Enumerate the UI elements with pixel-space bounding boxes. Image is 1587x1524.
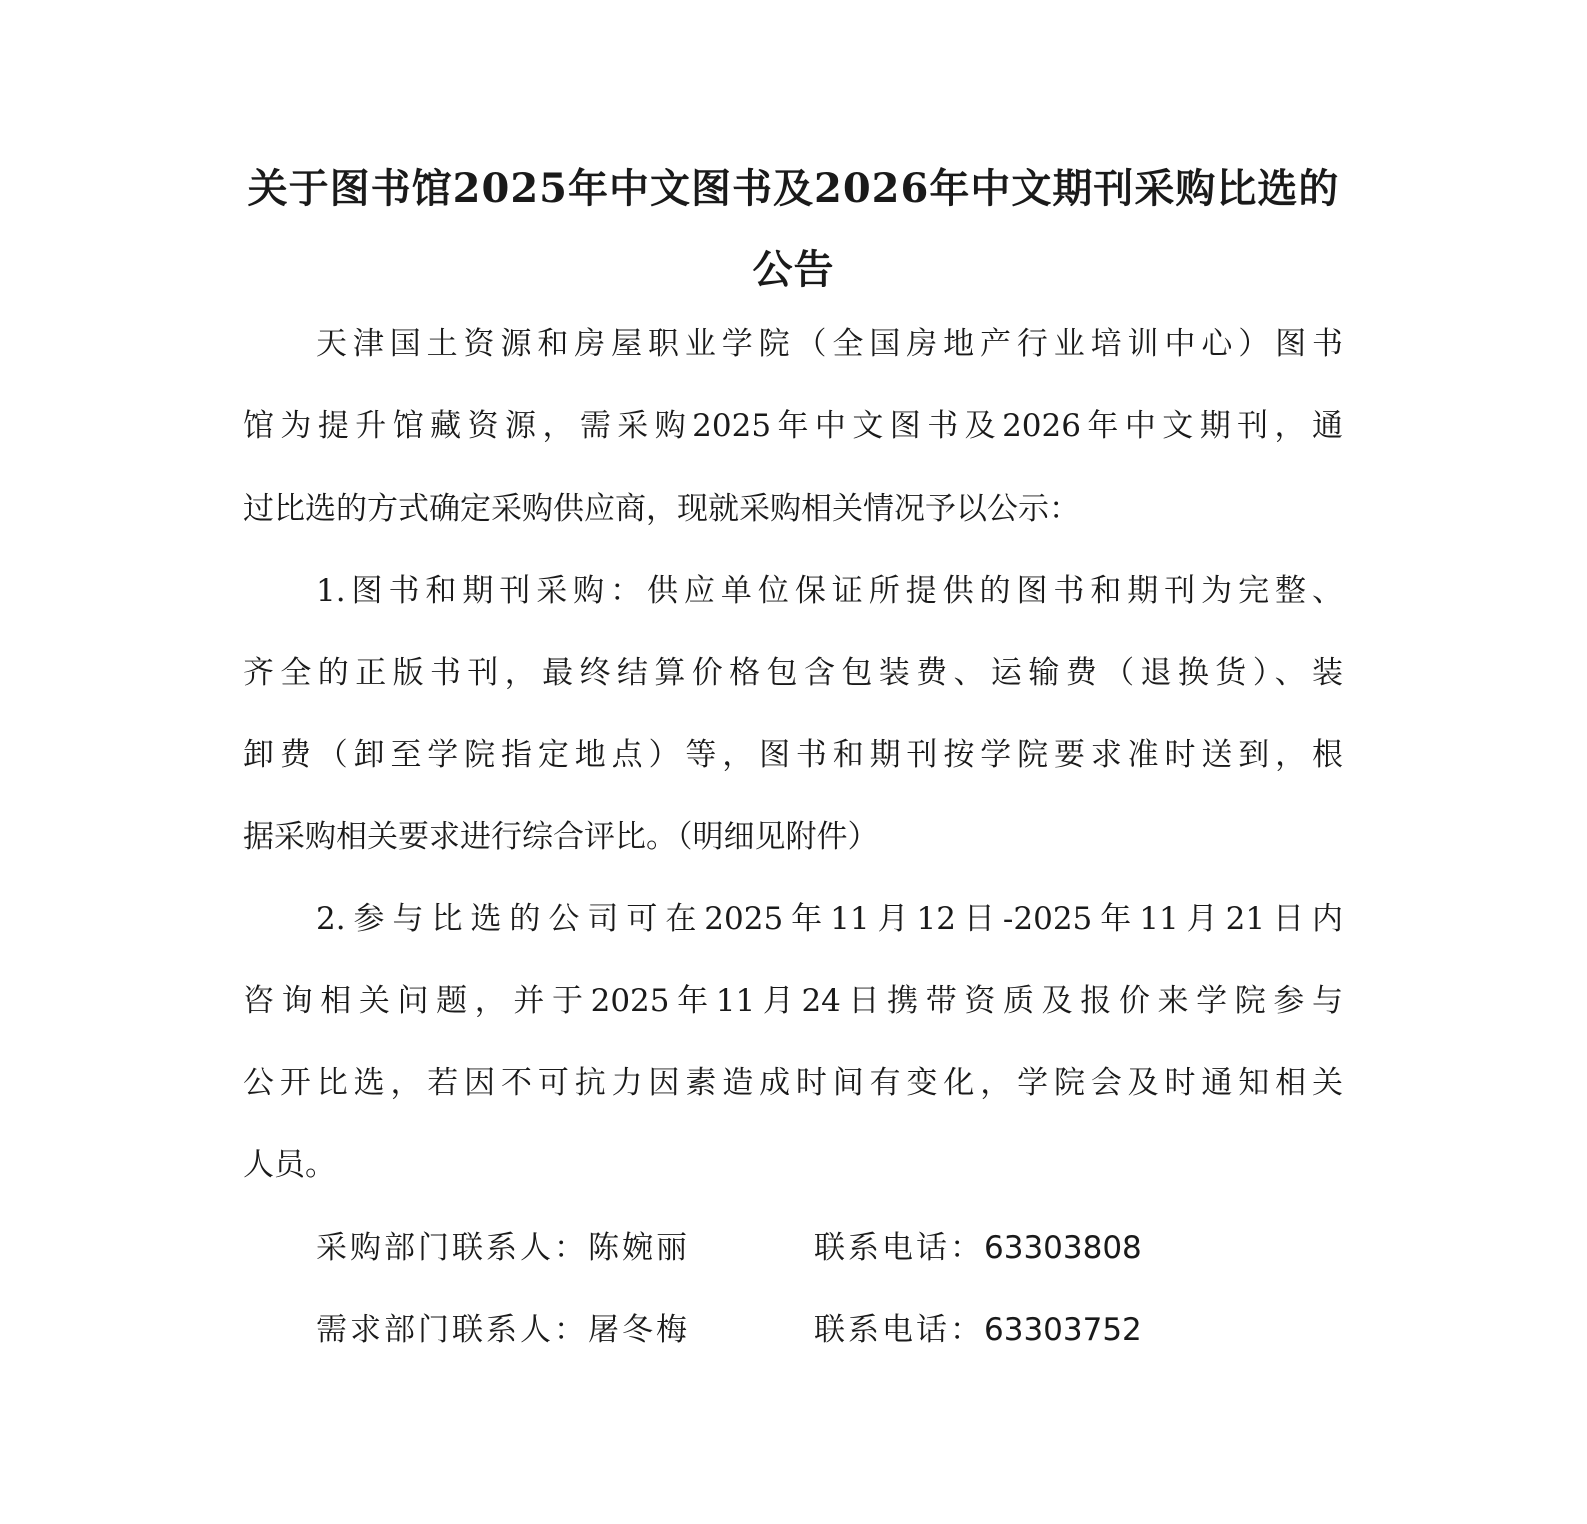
demand-phone-label: 联系电话：	[814, 1312, 984, 1348]
intro-line-3: 过比选的方式确定采购供应商，现就采购相关情况予以公示：	[243, 491, 1080, 527]
purchase-phone-label: 联系电话：	[814, 1230, 984, 1266]
item2-line-2: 咨询相关问题，并于2025年11月24日携带资质及报价来学院参与	[243, 983, 1343, 1019]
item2-line-4: 人员。	[243, 1147, 336, 1183]
item1-line-1: 1.图书和期刊采购：供应单位保证所提供的图书和期刊为完整、	[316, 573, 1343, 609]
intro-line-1: 天津国土资源和房屋职业学院（全国房地产行业培训中心）图书	[316, 326, 1343, 362]
purchase-contact-phone-row	[814, 1223, 1142, 1273]
item1-line-4: 据采购相关要求进行综合评比。（明细见附件）	[243, 819, 879, 855]
purchase-phone-number: 63303808	[984, 1230, 1142, 1266]
purchase-contact-person: 采购部门联系人：陈婉丽	[316, 1230, 690, 1266]
item1-line-2: 齐全的正版书刊，最终结算价格包含包装费、运输费（退换货）、装	[243, 655, 1343, 691]
item2-line-3: 公开比选，若因不可抗力因素造成时间有变化，学院会及时通知相关	[243, 1065, 1343, 1101]
item1-line-3: 卸费（卸至学院指定地点）等，图书和期刊按学院要求准时送到，根	[243, 737, 1343, 773]
item2-line-1: 2.参与比选的公司可在2025年11月12日-2025年11月21日内	[316, 901, 1343, 937]
document-title-line-2: 公告	[752, 246, 835, 293]
demand-phone-number: 63303752	[984, 1312, 1142, 1348]
document-title-line-1: 关于图书馆2025年中文图书及2026年中文期刊采购比选的	[247, 165, 1340, 212]
demand-contact-person: 需求部门联系人：屠冬梅	[316, 1312, 690, 1348]
intro-line-2: 馆为提升馆藏资源，需采购2025年中文图书及2026年中文期刊，通	[243, 408, 1343, 444]
demand-contact-phone-row	[814, 1305, 1142, 1355]
